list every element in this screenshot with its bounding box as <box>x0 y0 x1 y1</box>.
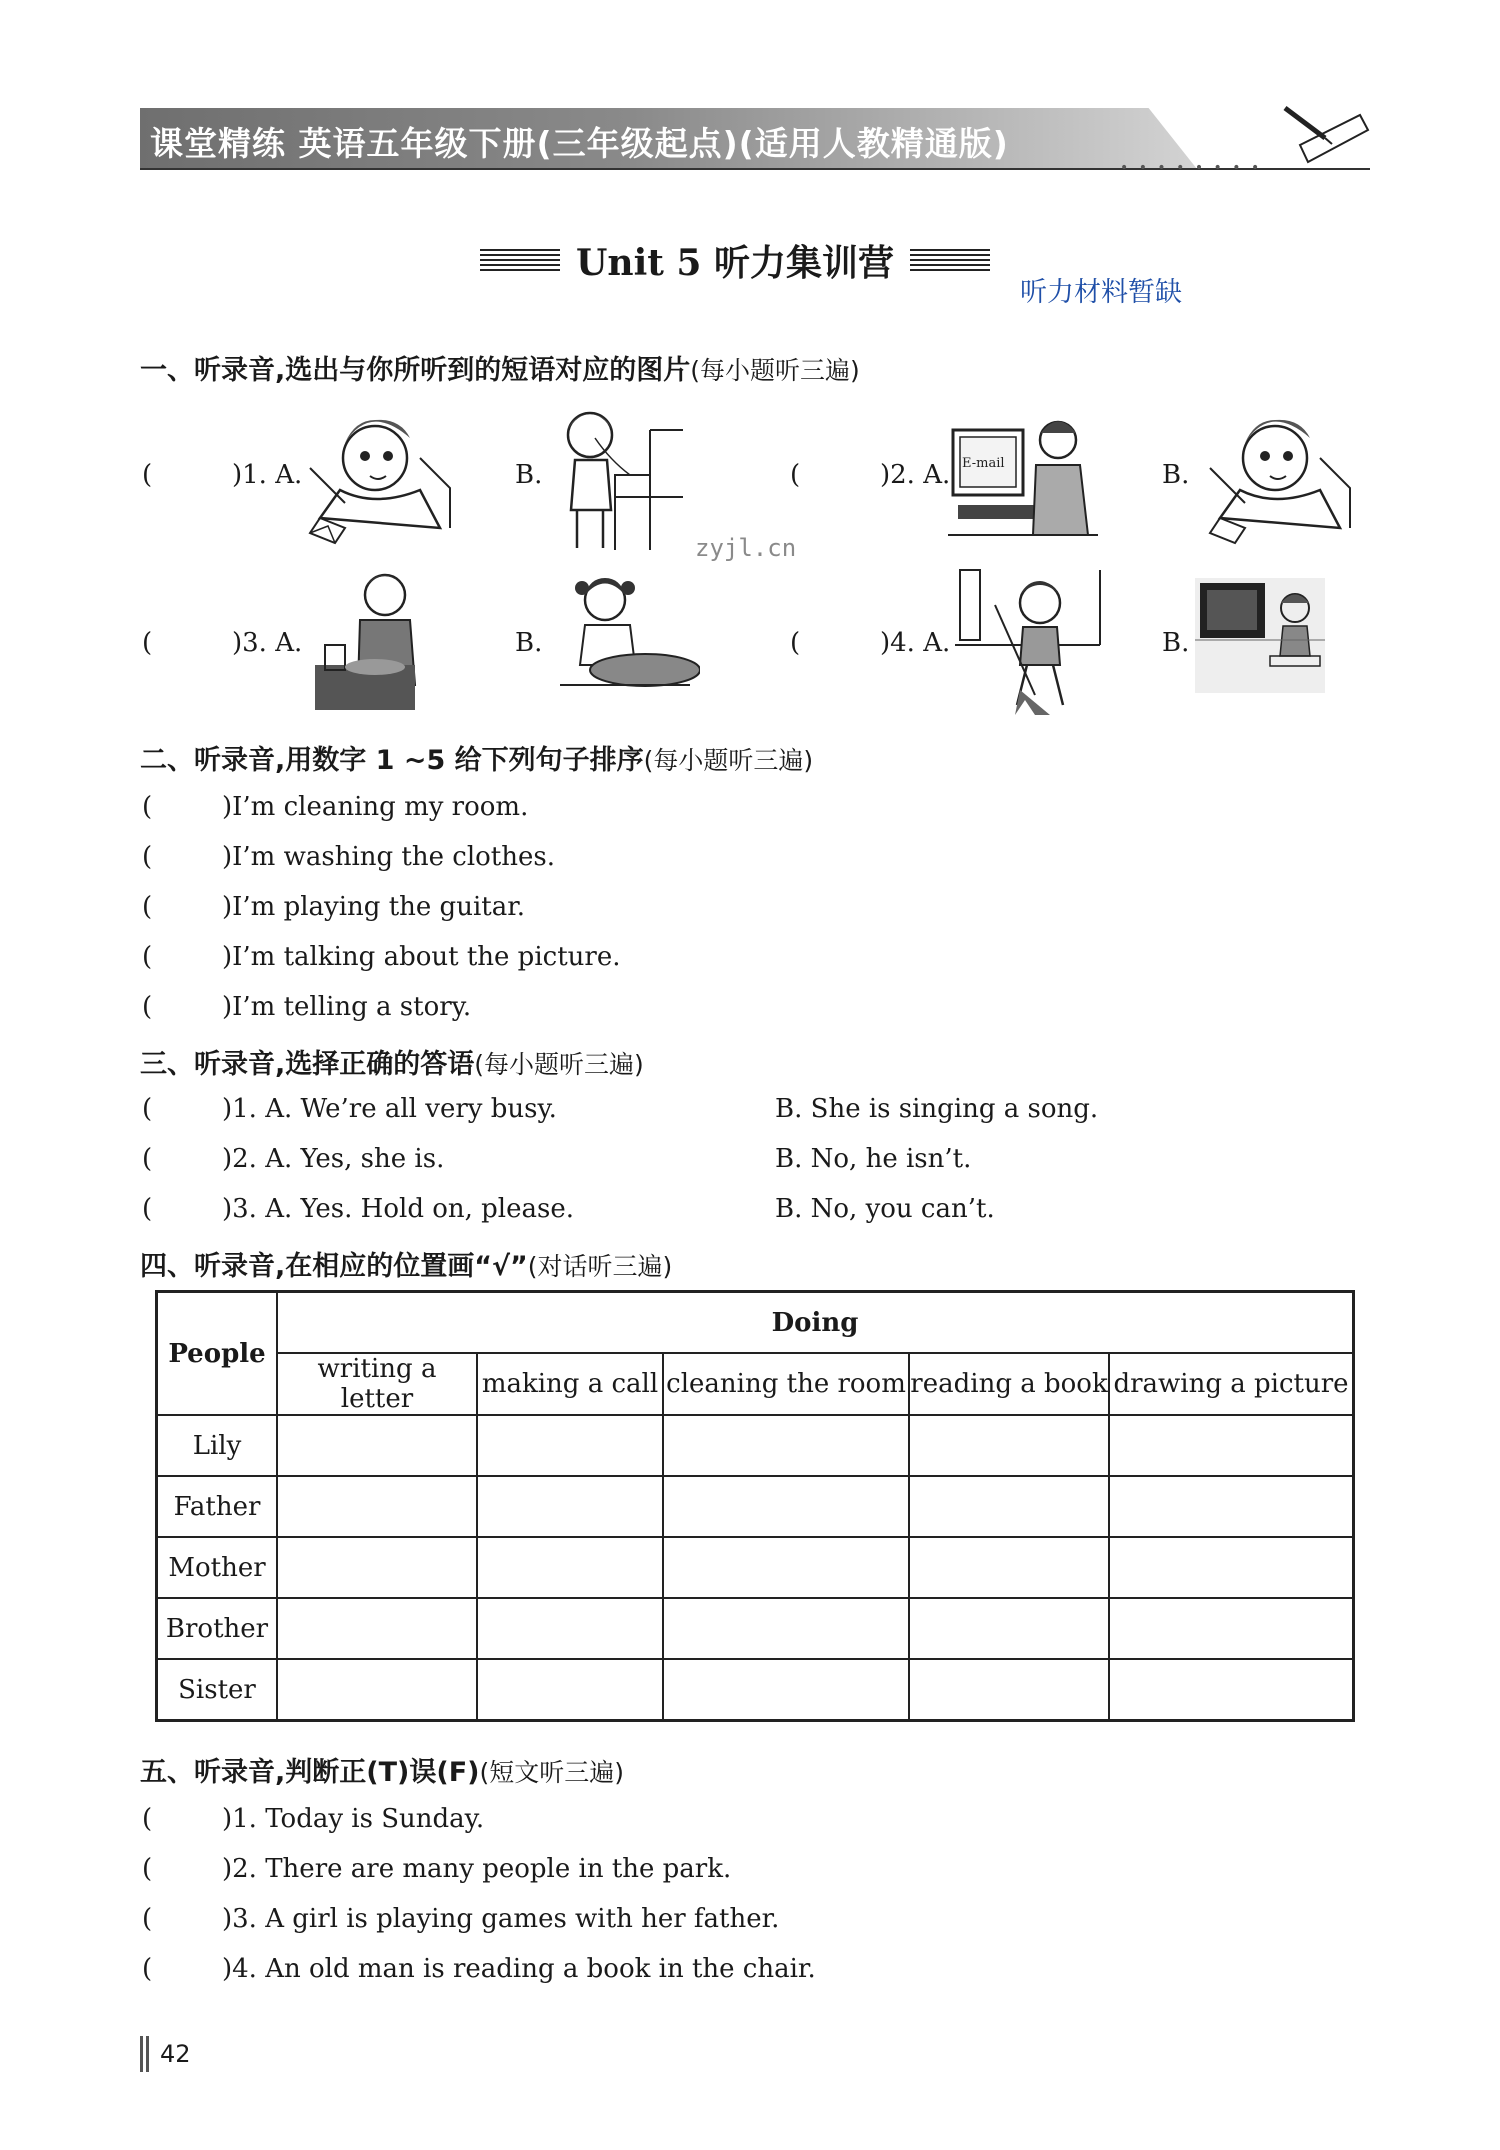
check-cell[interactable] <box>909 1659 1109 1721</box>
answer-blank[interactable]: ( <box>142 1094 153 1124</box>
s3-q1-b: B. She is singing a song. <box>775 1094 1099 1124</box>
activity-header: making a call <box>477 1353 663 1415</box>
s3-q2-a: )2. A. Yes, she is. <box>222 1144 445 1174</box>
check-cell[interactable] <box>277 1415 477 1476</box>
girl-making-call-image <box>555 400 685 550</box>
check-cell[interactable] <box>663 1598 909 1659</box>
answer-blank[interactable]: ( <box>142 1144 153 1174</box>
section1-hint: (每小题听三遍) <box>690 356 860 385</box>
section3-heading <box>140 1042 644 1081</box>
watermark: zyjl.cn <box>695 534 797 562</box>
boy-sweeping-floor-image <box>955 565 1105 715</box>
check-cell[interactable] <box>909 1598 1109 1659</box>
activity-header: drawing a picture <box>1109 1353 1354 1415</box>
s2-item-4 <box>142 942 620 972</box>
s1-q2-b: B. <box>1162 460 1190 490</box>
check-cell[interactable] <box>477 1415 663 1476</box>
girl-washing-clothes-image <box>550 570 700 700</box>
table-row <box>157 1476 1354 1537</box>
check-cell[interactable] <box>1109 1598 1354 1659</box>
answer-blank[interactable]: ( <box>142 992 153 1022</box>
check-cell[interactable] <box>909 1415 1109 1476</box>
s5-item-3 <box>142 1904 779 1934</box>
answer-blank[interactable]: ( <box>142 792 153 822</box>
section2-heading <box>140 738 813 777</box>
check-cell[interactable] <box>1109 1659 1354 1721</box>
check-cell[interactable] <box>477 1598 663 1659</box>
answer-blank[interactable]: ( <box>142 1954 153 1984</box>
s1-q1-b: B. <box>515 460 543 490</box>
s5-item-text: )4. An old man is reading a book in the chair. <box>222 1954 816 1984</box>
s1-q3 <box>142 628 302 658</box>
check-cell[interactable] <box>1109 1415 1354 1476</box>
s1-q1-label: )1. A. <box>232 460 303 490</box>
s1-q4 <box>790 628 950 658</box>
check-cell[interactable] <box>277 1598 477 1659</box>
section5-heading <box>140 1750 624 1789</box>
doing-header: Doing <box>277 1292 1354 1354</box>
unit-title-block <box>480 235 990 285</box>
answer-blank[interactable]: ( <box>142 842 153 872</box>
man-washing-dishes-image <box>310 565 440 715</box>
s2-item-5 <box>142 992 471 1022</box>
check-cell[interactable] <box>477 1659 663 1721</box>
section4-title: 四、听录音,在相应的位置画“√” <box>140 1251 528 1282</box>
s3-q3 <box>142 1194 574 1224</box>
s3-q3-a: )3. A. Yes. Hold on, please. <box>222 1194 575 1224</box>
s2-item-2 <box>142 842 555 872</box>
s2-item-text: )I’m washing the clothes. <box>222 842 555 872</box>
s5-item-4 <box>142 1954 816 1984</box>
s2-item-1 <box>142 792 528 822</box>
answer-blank[interactable]: ( <box>142 628 153 658</box>
table-row <box>157 1415 1354 1476</box>
section2-title: 二、听录音,用数字 1 ~5 给下列句子排序 <box>140 745 644 776</box>
s3-q2-b: B. No, he isn’t. <box>775 1144 972 1174</box>
section1-title: 一、听录音,选出与你所听到的短语对应的图片 <box>140 355 691 386</box>
person-cell: Father <box>157 1476 278 1537</box>
boy-watching-tv-image <box>1195 578 1325 693</box>
page-number-marker <box>140 2036 152 2072</box>
check-cell[interactable] <box>1109 1476 1354 1537</box>
activity-header: cleaning the room <box>663 1353 909 1415</box>
section4-heading <box>140 1244 672 1283</box>
header-title: 课堂精练 英语五年级下册(三年级起点)(适用人教精通版) <box>150 124 1009 163</box>
title-stripe-left <box>480 249 560 271</box>
s5-item-text: )3. A girl is playing games with her father. <box>222 1904 780 1934</box>
answer-blank[interactable]: ( <box>142 1804 153 1834</box>
page-number: 42 <box>160 2040 191 2068</box>
check-cell[interactable] <box>1109 1537 1354 1598</box>
s1-q2 <box>790 460 950 490</box>
section1-heading <box>140 348 860 387</box>
check-cell[interactable] <box>477 1537 663 1598</box>
table-row <box>157 1537 1354 1598</box>
boy-writing-letter-image <box>300 398 460 546</box>
boy-writing-letter-image <box>1200 398 1360 546</box>
s1-q3-b: B. <box>515 628 543 658</box>
activity-header: reading a book <box>909 1353 1109 1415</box>
s2-item-text: )I’m telling a story. <box>222 992 472 1022</box>
activity-header: writing a letter <box>277 1353 477 1415</box>
person-cell: Brother <box>157 1598 278 1659</box>
section2-hint: (每小题听三遍) <box>643 746 814 775</box>
activity-table <box>155 1290 1355 1722</box>
title-stripe-right <box>910 249 990 271</box>
answer-blank[interactable]: ( <box>142 892 153 922</box>
section5-title: 五、听录音,判断正(T)误(F) <box>140 1757 480 1788</box>
answer-blank[interactable]: ( <box>790 628 801 658</box>
man-sending-email-image <box>948 405 1098 545</box>
s3-q1-a: )1. A. We’re all very busy. <box>222 1094 557 1124</box>
answer-blank[interactable]: ( <box>142 1194 153 1224</box>
check-cell[interactable] <box>909 1476 1109 1537</box>
s2-item-text: )I’m talking about the picture. <box>222 942 621 972</box>
pen-notebook-icon <box>1280 100 1370 170</box>
email-label: E-mail <box>962 456 1005 471</box>
s2-item-text: )I’m playing the guitar. <box>222 892 526 922</box>
answer-blank[interactable]: ( <box>142 1904 153 1934</box>
answer-blank[interactable]: ( <box>790 460 801 490</box>
check-cell[interactable] <box>663 1659 909 1721</box>
person-cell: Mother <box>157 1537 278 1598</box>
s5-item-2 <box>142 1854 731 1884</box>
s1-q1 <box>142 460 302 490</box>
s3-q2 <box>142 1144 444 1174</box>
check-cell[interactable] <box>277 1476 477 1537</box>
person-cell: Lily <box>157 1415 278 1476</box>
missing-audio-note: 听力材料暂缺 <box>1020 277 1182 308</box>
check-cell[interactable] <box>909 1537 1109 1598</box>
section4-hint: (对话听三遍) <box>527 1252 673 1281</box>
answer-blank[interactable]: ( <box>142 1854 153 1884</box>
check-cell[interactable] <box>663 1415 909 1476</box>
check-cell[interactable] <box>477 1476 663 1537</box>
s3-q1 <box>142 1094 557 1124</box>
s3-q3-b: B. No, you can’t. <box>775 1194 995 1224</box>
section3-title: 三、听录音,选择正确的答语 <box>140 1049 475 1080</box>
s1-q2-label: )2. A. <box>880 460 951 490</box>
s2-item-text: )I’m cleaning my room. <box>222 792 529 822</box>
check-cell[interactable] <box>663 1537 909 1598</box>
header-dots: • • • • • • • • <box>1120 160 1263 176</box>
table-row <box>157 1598 1354 1659</box>
section3-hint: (每小题听三遍) <box>474 1050 644 1079</box>
section5-hint: (短文听三遍) <box>479 1758 624 1787</box>
person-cell: Sister <box>157 1659 278 1721</box>
people-header: People <box>157 1292 278 1416</box>
s5-item-text: )2. There are many people in the park. <box>222 1854 732 1884</box>
s1-q4-b: B. <box>1162 628 1190 658</box>
s5-item-text: )1. Today is Sunday. <box>222 1804 485 1834</box>
s2-item-3 <box>142 892 525 922</box>
answer-blank[interactable]: ( <box>142 942 153 972</box>
s1-q3-label: )3. A. <box>232 628 303 658</box>
check-cell[interactable] <box>277 1537 477 1598</box>
answer-blank[interactable]: ( <box>142 460 153 490</box>
s1-q4-label: )4. A. <box>880 628 951 658</box>
table-row <box>157 1659 1354 1721</box>
unit-title: Unit 5 听力集训营 <box>576 241 894 284</box>
check-cell[interactable] <box>663 1476 909 1537</box>
s5-item-1 <box>142 1804 484 1834</box>
check-cell[interactable] <box>277 1659 477 1721</box>
